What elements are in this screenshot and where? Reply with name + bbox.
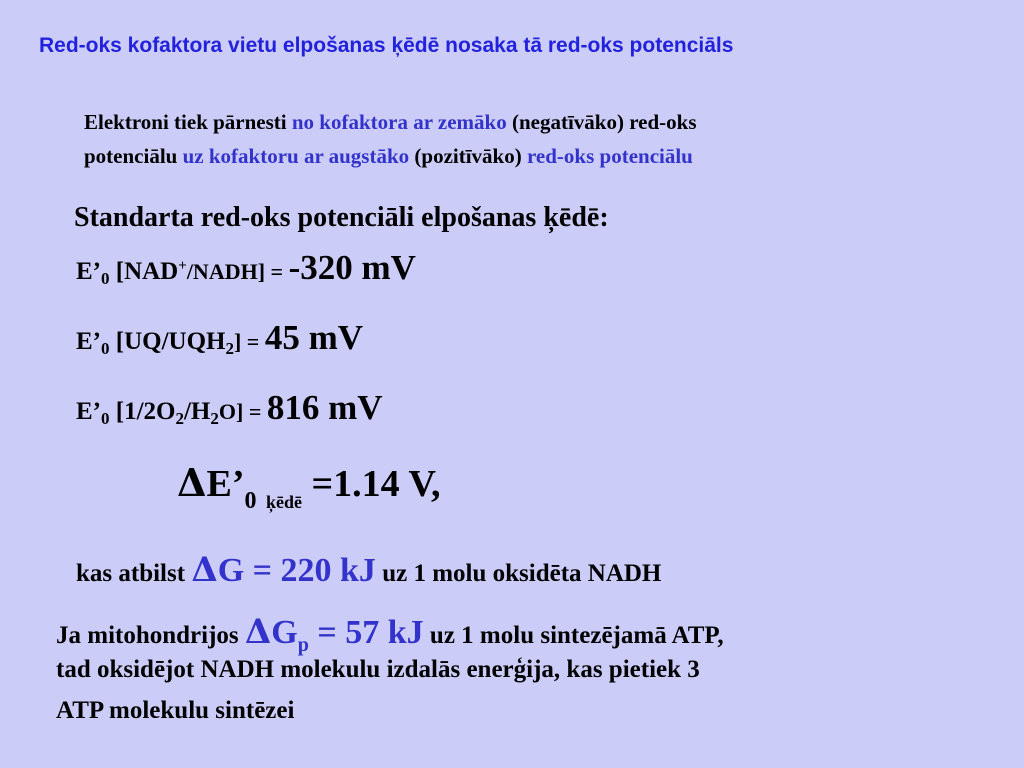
intro-line-2 — [84, 144, 693, 169]
o2-sub2: 2 — [210, 409, 219, 428]
mito-line-2: tad oksidējot NADH molekulu izdalās enerģija, kas pietiek 3 — [56, 656, 700, 683]
mito-line-1 — [56, 612, 724, 656]
intro-1c: (negatīvāko) red-oks — [506, 110, 697, 134]
uq-value: 45 mV — [264, 318, 364, 357]
standard-heading: Standarta red-oks potenciāli elpošanas ķēdē: — [74, 202, 609, 233]
nad-sup: + — [178, 258, 187, 274]
mito-g: G — [271, 614, 298, 651]
delta-e-value: =1.14 V, — [311, 463, 441, 505]
nad-open: [NAD — [115, 258, 179, 285]
delta-e-chain — [177, 460, 441, 514]
slide-title: Red-oks kofaktora vietu elpošanas ķēdē nosaka tā red-oks potenciāls — [39, 34, 734, 57]
mito-prefix: Ja mitohondrijos — [56, 622, 245, 649]
potential-nad — [76, 248, 416, 288]
mito-sub-p: p — [297, 634, 309, 656]
delta-symbol: Δ — [244, 612, 272, 652]
uq-close: ] = — [233, 329, 265, 354]
corresponds-prefix: kas atbilst — [76, 560, 192, 587]
mito-line-3: ATP molekulu sintēzei — [56, 697, 295, 724]
intro-2b: uz kofaktoru ar augstāko — [182, 144, 410, 168]
e-symbol: E’ — [76, 328, 101, 355]
intro-1a: Elektroni tiek pārnesti — [84, 110, 292, 134]
intro-2a: potenciālu — [84, 144, 183, 168]
potential-o2 — [76, 388, 383, 428]
delta-e-sub-zero: 0 — [244, 488, 257, 514]
sub-zero: 0 — [101, 409, 110, 428]
nad-value: -320 mV — [288, 248, 416, 287]
delta-e-sub-chain: ķēdē — [265, 492, 302, 512]
o2-value: 816 mV — [266, 388, 383, 427]
e-symbol: E’ — [76, 398, 101, 425]
intro-1b: no kofaktora ar zemāko — [291, 110, 507, 134]
delta-e-symbol: E’ — [206, 463, 245, 505]
corresponds-suffix: uz 1 molu oksidēta NADH — [375, 560, 662, 587]
delta-symbol: Δ — [191, 550, 218, 590]
intro-2d: red-oks potenciālu — [526, 144, 693, 168]
potential-uq — [76, 318, 363, 358]
o2-open: [1/2O — [115, 398, 176, 425]
mito-value: = 57 kJ — [308, 614, 424, 651]
delta-g-value: G = 220 kJ — [217, 552, 376, 589]
o2-close: O] = — [218, 399, 267, 424]
o2-sub1: 2 — [175, 409, 184, 428]
uq-open: [UQ/UQH — [115, 328, 226, 355]
nad-close: /NADH] = — [186, 259, 289, 284]
corresponds-line — [76, 550, 661, 590]
uq-sub: 2 — [225, 339, 234, 358]
sub-zero: 0 — [101, 269, 110, 288]
intro-2c: (pozitīvāko) — [409, 144, 527, 168]
intro-line-1 — [84, 110, 697, 135]
mito-suffix: uz 1 molu sintezējamā ATP, — [423, 622, 724, 649]
e-symbol: E’ — [76, 258, 101, 285]
delta-symbol: Δ — [177, 460, 207, 505]
sub-zero: 0 — [101, 339, 110, 358]
o2-mid: /H — [183, 398, 211, 425]
